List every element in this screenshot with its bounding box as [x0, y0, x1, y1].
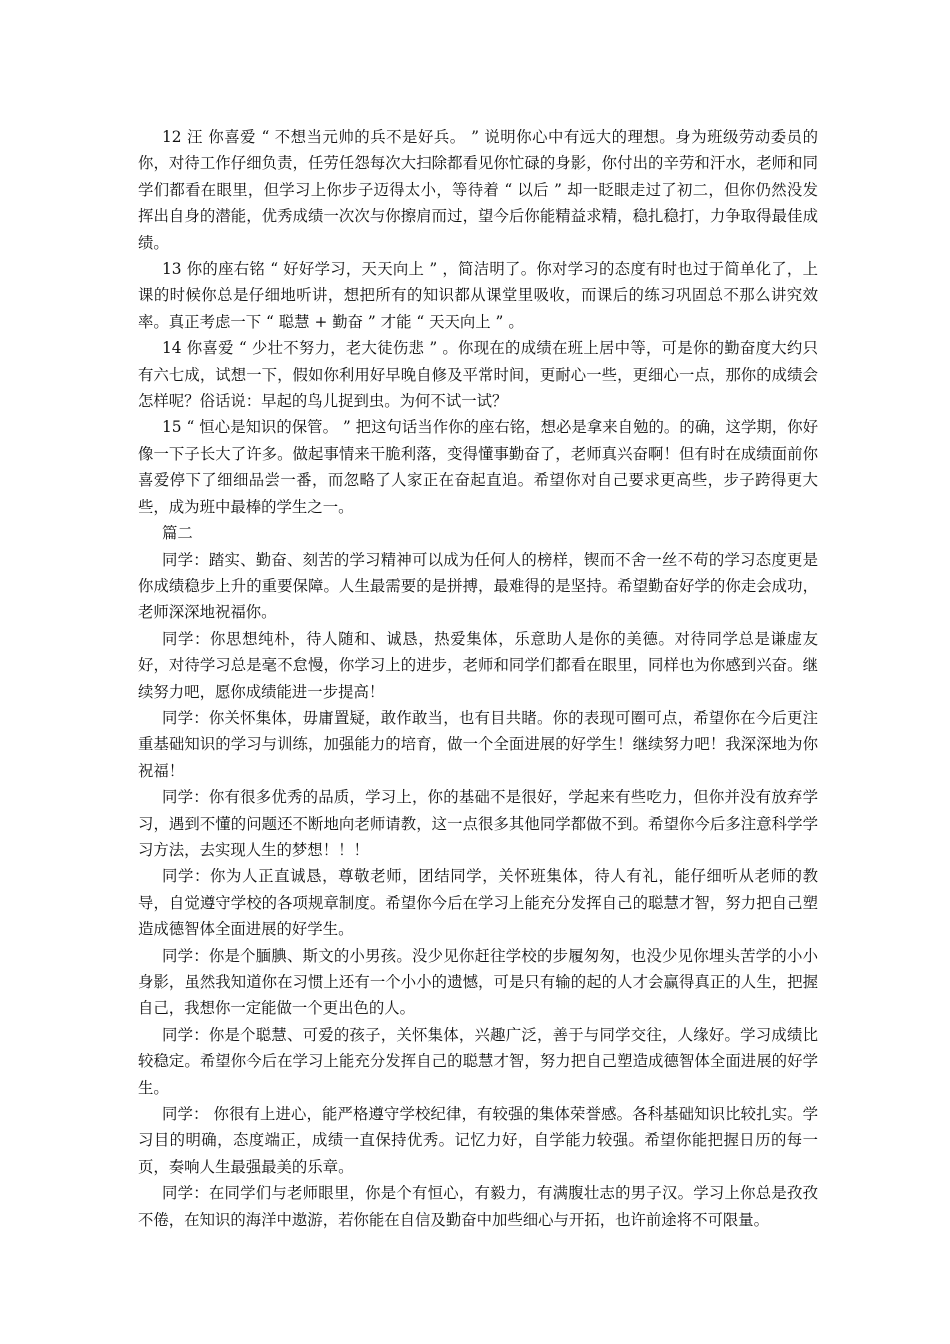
comment-paragraph: 同学：你有很多优秀的品质，学习上，你的基础不是很好，学起来有些吃力，但你并没有放弃学习，遇到不懂的问题还不断地向老师请教，这一点很多其他同学都做不到。希望你今后多注意科学学习方法，去实现人生的梦想！！！ [138, 788, 818, 859]
paragraph-12: 12 汪 你喜爱 “ 不想当元帅的兵不是好兵。 ” 说明你心中有远大的理想。身为班级劳动委员的你，对待工作仔细负责，任劳任怨每次大扫除都看见你忙碌的身影，你付出的辛劳和汗水，老师和同学们都看在眼里，但学习上你步子迈得太小，等待着 “ 以后 ” 却一眨眼走过了初二，但你仍然没发挥出自身的潜能，优秀成绩一次次与你擦肩而过，望今后你能精益求精，稳扎稳打，力争取得最佳成绩。 [138, 128, 818, 252]
comment-paragraph: 同学：你关怀集体，毋庸置疑，敢作敢当，也有目共睹。你的表现可圈可点，希望你在今后更注重基础知识的学习与训练，加强能力的培育，做一个全面进展的好学生！继续努力吧！我深深地为你祝福！ [138, 708, 818, 780]
comment-paragraph: 同学：踏实、勤奋、刻苦的学习精神可以成为任何人的榜样，锲而不舍一丝不苟的学习态度更是你成绩稳步上升的重要保障。人生最需要的是拼搏，最难得的是坚持。希望勤奋好学的你走会成功，老师深深地祝福你。 [138, 550, 818, 622]
document-page [138, 124, 818, 1233]
paragraph-14: 14 你喜爱 “ 少壮不努力，老大徒伤悲 ” 。你现在的成绩在班上居中等，可是你的勤奋度大约只有六七成，试想一下，假如你利用好早晚自修及平常时间，更耐心一些，更细心一点，那你的成绩会怎样呢？俗话说：早起的鸟儿捉到虫。为何不试一试？ [138, 339, 818, 411]
comment-paragraph: 同学：你是个聪慧、可爱的孩子，关怀集体，兴趣广泛，善于与同学交往，人缘好。学习成绩比较稳定。希望你今后在学习上能充分发挥自己的聪慧才智，努力把自己塑造成德智体全面进展的好学生。 [138, 1025, 818, 1097]
paragraph-15: 15 “ 恒心是知识的保管。 ” 把这句话当作你的座右铭，想必是拿来自勉的。的确，这学期，你好像一下子长大了许多。做起事情来干脆利落，变得懂事勤奋了，老师真兴奋啊！但有时在成绩面前你喜爱停下了细细品尝一番，而忽略了人家正在奋起直追。希望你对自己要求更高些，步子跨得更大些，成为班中最棒的学生之一。 [138, 418, 818, 516]
comment-paragraph: 同学：在同学们与老师眼里，你是个有恒心，有毅力，有满腹壮志的男子汉。学习上你总是孜孜不倦，在知识的海洋中遨游，若你能在自信及勤奋中加些细心与开拓，也许前途将不可限量。 [138, 1184, 818, 1229]
comment-paragraph: 同学：你思想纯朴，待人随和、诚恳，热爱集体，乐意助人是你的美德。对待同学总是谦虚友好，对待学习总是毫不怠慢，你学习上的进步，老师和同学们都看在眼里，同样也为你感到兴奋。继续努力吧，愿你成绩能进一步提高！ [138, 629, 818, 701]
comment-paragraph: 同学： 你很有上进心，能严格遵守学校纪律，有较强的集体荣誉感。各科基础知识比较扎实。学习目的明确，态度端正，成绩一直保持优秀。记忆力好，自学能力较强。希望你能把握日历的每一页，奏响人生最强最美的乐章。 [138, 1105, 818, 1176]
comment-paragraph: 同学：你是个腼腆、斯文的小男孩。没少见你赶往学校的步履匆匆，也没少见你埋头苦学的小小身影，虽然我知道你在习惯上还有一个小小的遗憾，可是只有输的起的人才会赢得真正的人生，把握自己，我想你一定能做一个更出色的人。 [138, 946, 818, 1018]
paragraph-13: 13 你的座右铭 “ 好好学习，天天向上 ” ，简洁明了。你对学习的态度有时也过于简单化了，上课的时候你总是仔细地听讲，想把所有的知识都从课堂里吸收，而课后的练习巩固总不那么讲究效率。真正考虑一下 “ 聪慧 + 勤奋 ” 才能 “ 天天向上 ” 。 [138, 260, 818, 331]
section-heading: 篇二 [162, 524, 193, 543]
comment-paragraph: 同学：你为人正直诚恳，尊敬老师，团结同学，关怀班集体，待人有礼，能仔细听从老师的教导，自觉遵守学校的各项规章制度。希望你今后在学习上能充分发挥自己的聪慧才智，努力把自己塑造成德智体全面进展的好学生。 [138, 867, 818, 939]
